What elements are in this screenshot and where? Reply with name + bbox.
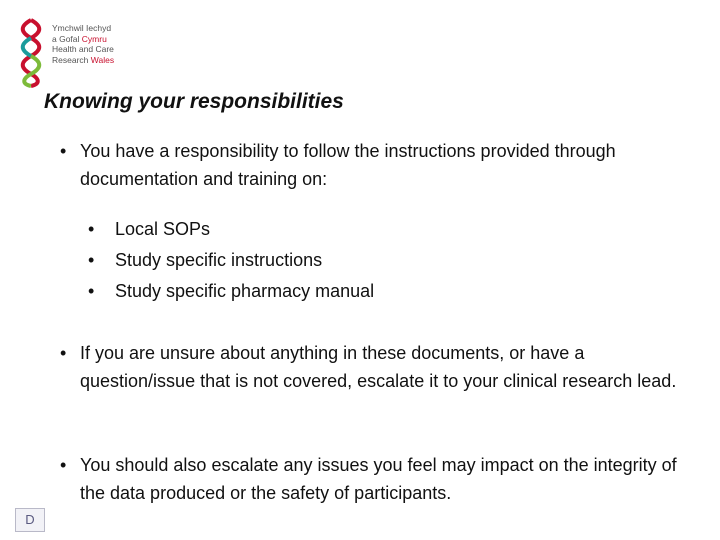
logo-line-2: a Gofal Cymru [52, 33, 107, 44]
sub-bullet-item [88, 277, 688, 305]
sub-bullet-text: Study specific instructions [115, 250, 323, 270]
bullet-marker: • [60, 141, 67, 161]
helix-icon [16, 16, 46, 88]
logo-line-1: Ymchwil Iechyd [52, 23, 112, 33]
bullet-text: You have a responsibility to follow the instructions provided through documentation and training on: [80, 141, 616, 189]
bullet-text: If you are unsure about anything in these documents, or have a question/issue that is not covered, escalate it to your clinical research lead. [80, 343, 677, 391]
bullet-item [60, 137, 700, 193]
bullet-marker: • [88, 281, 95, 301]
bullet-marker: • [60, 343, 67, 363]
sub-bullet-text: Local SOPs [115, 219, 211, 239]
sub-bullet-text: Study specific pharmacy manual [115, 281, 375, 301]
bullet-item [60, 339, 680, 395]
bullet-text: You should also escalate any issues you feel may impact on the integrity of the data produced or the safety of participants. [80, 455, 677, 503]
slide-title: Knowing your responsibilities [44, 90, 344, 113]
sub-bullet-item [88, 246, 688, 274]
hcrw-logo [16, 16, 126, 88]
bullet-marker: • [60, 455, 67, 475]
logo-wordmark [52, 23, 114, 65]
logo-line-3: Health and Care [52, 44, 114, 54]
bullet-item [60, 451, 700, 507]
corner-badge[interactable]: D [15, 508, 45, 532]
bullet-marker: • [88, 250, 95, 270]
bullet-marker: • [88, 219, 95, 239]
sub-bullet-item [88, 215, 688, 243]
logo-line-4: Research Wales [52, 54, 115, 65]
